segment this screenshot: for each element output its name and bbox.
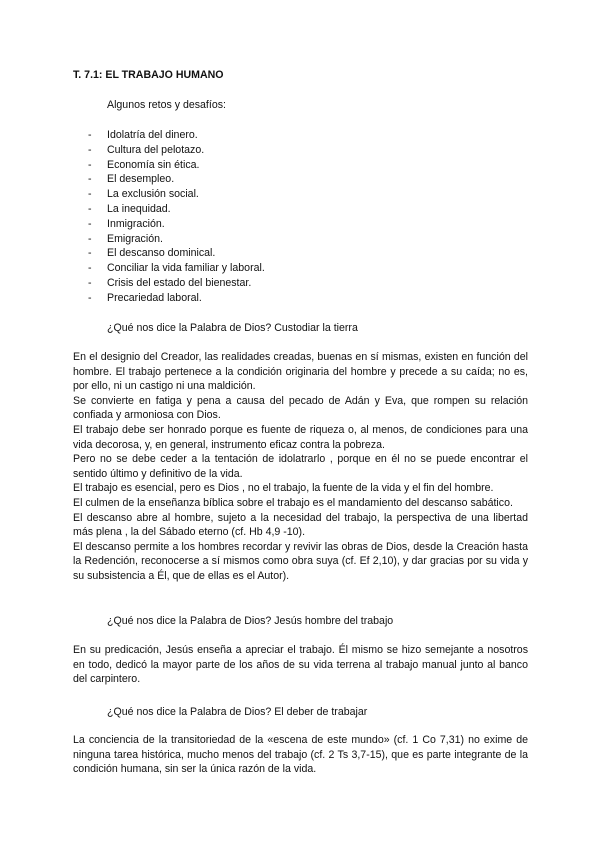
list-item-text: Emigración. bbox=[107, 232, 163, 245]
list-marker: - bbox=[88, 188, 92, 201]
list-marker: - bbox=[88, 232, 92, 245]
paragraph: El descanso permite a los hombres recordar y revivir las obras de Dios, desde la Creación hasta la Redención, reconocerse a sí mismos como obra suya (cf. Ef 2,10), y dar gracias por su vida y su subsistencia a Él, que de ellas es el Autor). bbox=[73, 540, 528, 582]
paragraph: Se convierte en fatiga y pena a causa del pecado de Adán y Eva, que rompen su relación confiada y armoniosa con Dios. bbox=[73, 394, 528, 422]
list-item bbox=[88, 172, 265, 187]
list-marker: - bbox=[88, 262, 92, 275]
list-marker: - bbox=[88, 129, 92, 141]
list-item-text: Cultura del pelotazo. bbox=[107, 143, 205, 156]
paragraph: El trabajo debe ser honrado porque es fuente de riqueza o, al menos, de condiciones para una vida decorosa, y, en general, instrumento eficaz contra la pobreza. bbox=[73, 423, 528, 451]
list-item-text: La inequidad. bbox=[107, 202, 171, 215]
list-marker: - bbox=[88, 247, 92, 260]
list-item-text: Inmigración. bbox=[107, 217, 165, 230]
paragraph: En su predicación, Jesús enseña a apreciar el trabajo. Él mismo se hizo semejante a nosotros en todo, dedicó la mayor parte de los años de su vida terrena al trabajo manual junto al banco del carpintero. bbox=[73, 644, 528, 686]
section-body-jesus bbox=[73, 643, 528, 687]
list-item bbox=[88, 187, 265, 202]
list-marker: - bbox=[88, 217, 92, 230]
list-item bbox=[88, 276, 265, 291]
challenges-list bbox=[88, 128, 265, 306]
section-body-deber bbox=[73, 733, 528, 777]
list-item-text: Crisis del estado del bienestar. bbox=[107, 276, 252, 289]
list-item-text: Economía sin ética. bbox=[107, 158, 200, 171]
section-heading-custodiar: ¿Qué nos dice la Palabra de Dios? Custodiar la tierra bbox=[107, 322, 358, 334]
list-item-text: La exclusión social. bbox=[107, 188, 199, 201]
paragraph: La conciencia de la transitoriedad de la «escena de este mundo» (cf. 1 Co 7,31) no exime de ninguna tarea histórica, mucho menos del trabajo (cf. 2 Ts 3,7-15), que es parte integrante de la condición humana, sin ser la única razón de la vida. bbox=[73, 734, 528, 776]
list-item-text: Conciliar la vida familiar y laboral. bbox=[107, 262, 265, 275]
list-item bbox=[88, 202, 265, 217]
paragraph: El descanso abre al hombre, sujeto a la necesidad del trabajo, la perspectiva de una libertad más plena , la del Sábado eterno (cf. Hb 4,9 -10). bbox=[73, 511, 528, 539]
section-heading-deber: ¿Qué nos dice la Palabra de Dios? El deber de trabajar bbox=[107, 706, 368, 718]
document-title: T. 7.1: EL TRABAJO HUMANO bbox=[73, 69, 224, 81]
paragraph: El trabajo es esencial, pero es Dios , no el trabajo, la fuente de la vida y el fin del hombre. bbox=[73, 482, 494, 495]
list-marker: - bbox=[88, 143, 92, 156]
list-marker: - bbox=[88, 291, 92, 304]
intro-heading: Algunos retos y desafíos: bbox=[107, 99, 226, 111]
section-heading-jesus: ¿Qué nos dice la Palabra de Dios? Jesús hombre del trabajo bbox=[107, 615, 394, 627]
list-item bbox=[88, 217, 265, 232]
section-body-custodiar bbox=[73, 350, 528, 584]
list-item bbox=[88, 291, 265, 306]
list-item bbox=[88, 261, 265, 276]
list-item-text: Precariedad laboral. bbox=[107, 291, 202, 304]
paragraph: En el designio del Creador, las realidades creadas, buenas en sí mismas, existen en función del hombre. El trabajo pertenece a la condición originaria del hombre y precede a su caída; no es, por ello, ni un castigo ni una maldición. bbox=[73, 351, 528, 393]
list-item bbox=[88, 232, 265, 247]
list-item-text: El descanso dominical. bbox=[107, 247, 216, 260]
list-item bbox=[88, 246, 265, 261]
paragraph: Pero no se debe ceder a la tentación de idolatrarlo , porque en él no se puede encontrar el sentido último y definitivo de la vida. bbox=[73, 453, 528, 480]
list-marker: - bbox=[88, 202, 92, 215]
list-item bbox=[88, 158, 265, 173]
list-item-text: Idolatría del dinero. bbox=[107, 129, 198, 141]
list-item bbox=[88, 128, 265, 143]
list-marker: - bbox=[88, 173, 92, 186]
list-marker: - bbox=[88, 276, 92, 289]
list-item-text: El desempleo. bbox=[107, 173, 175, 186]
paragraph: El culmen de la enseñanza bíblica sobre el trabajo es el mandamiento del descanso sabático. bbox=[73, 496, 513, 509]
list-item bbox=[88, 143, 265, 158]
list-marker: - bbox=[88, 158, 92, 171]
